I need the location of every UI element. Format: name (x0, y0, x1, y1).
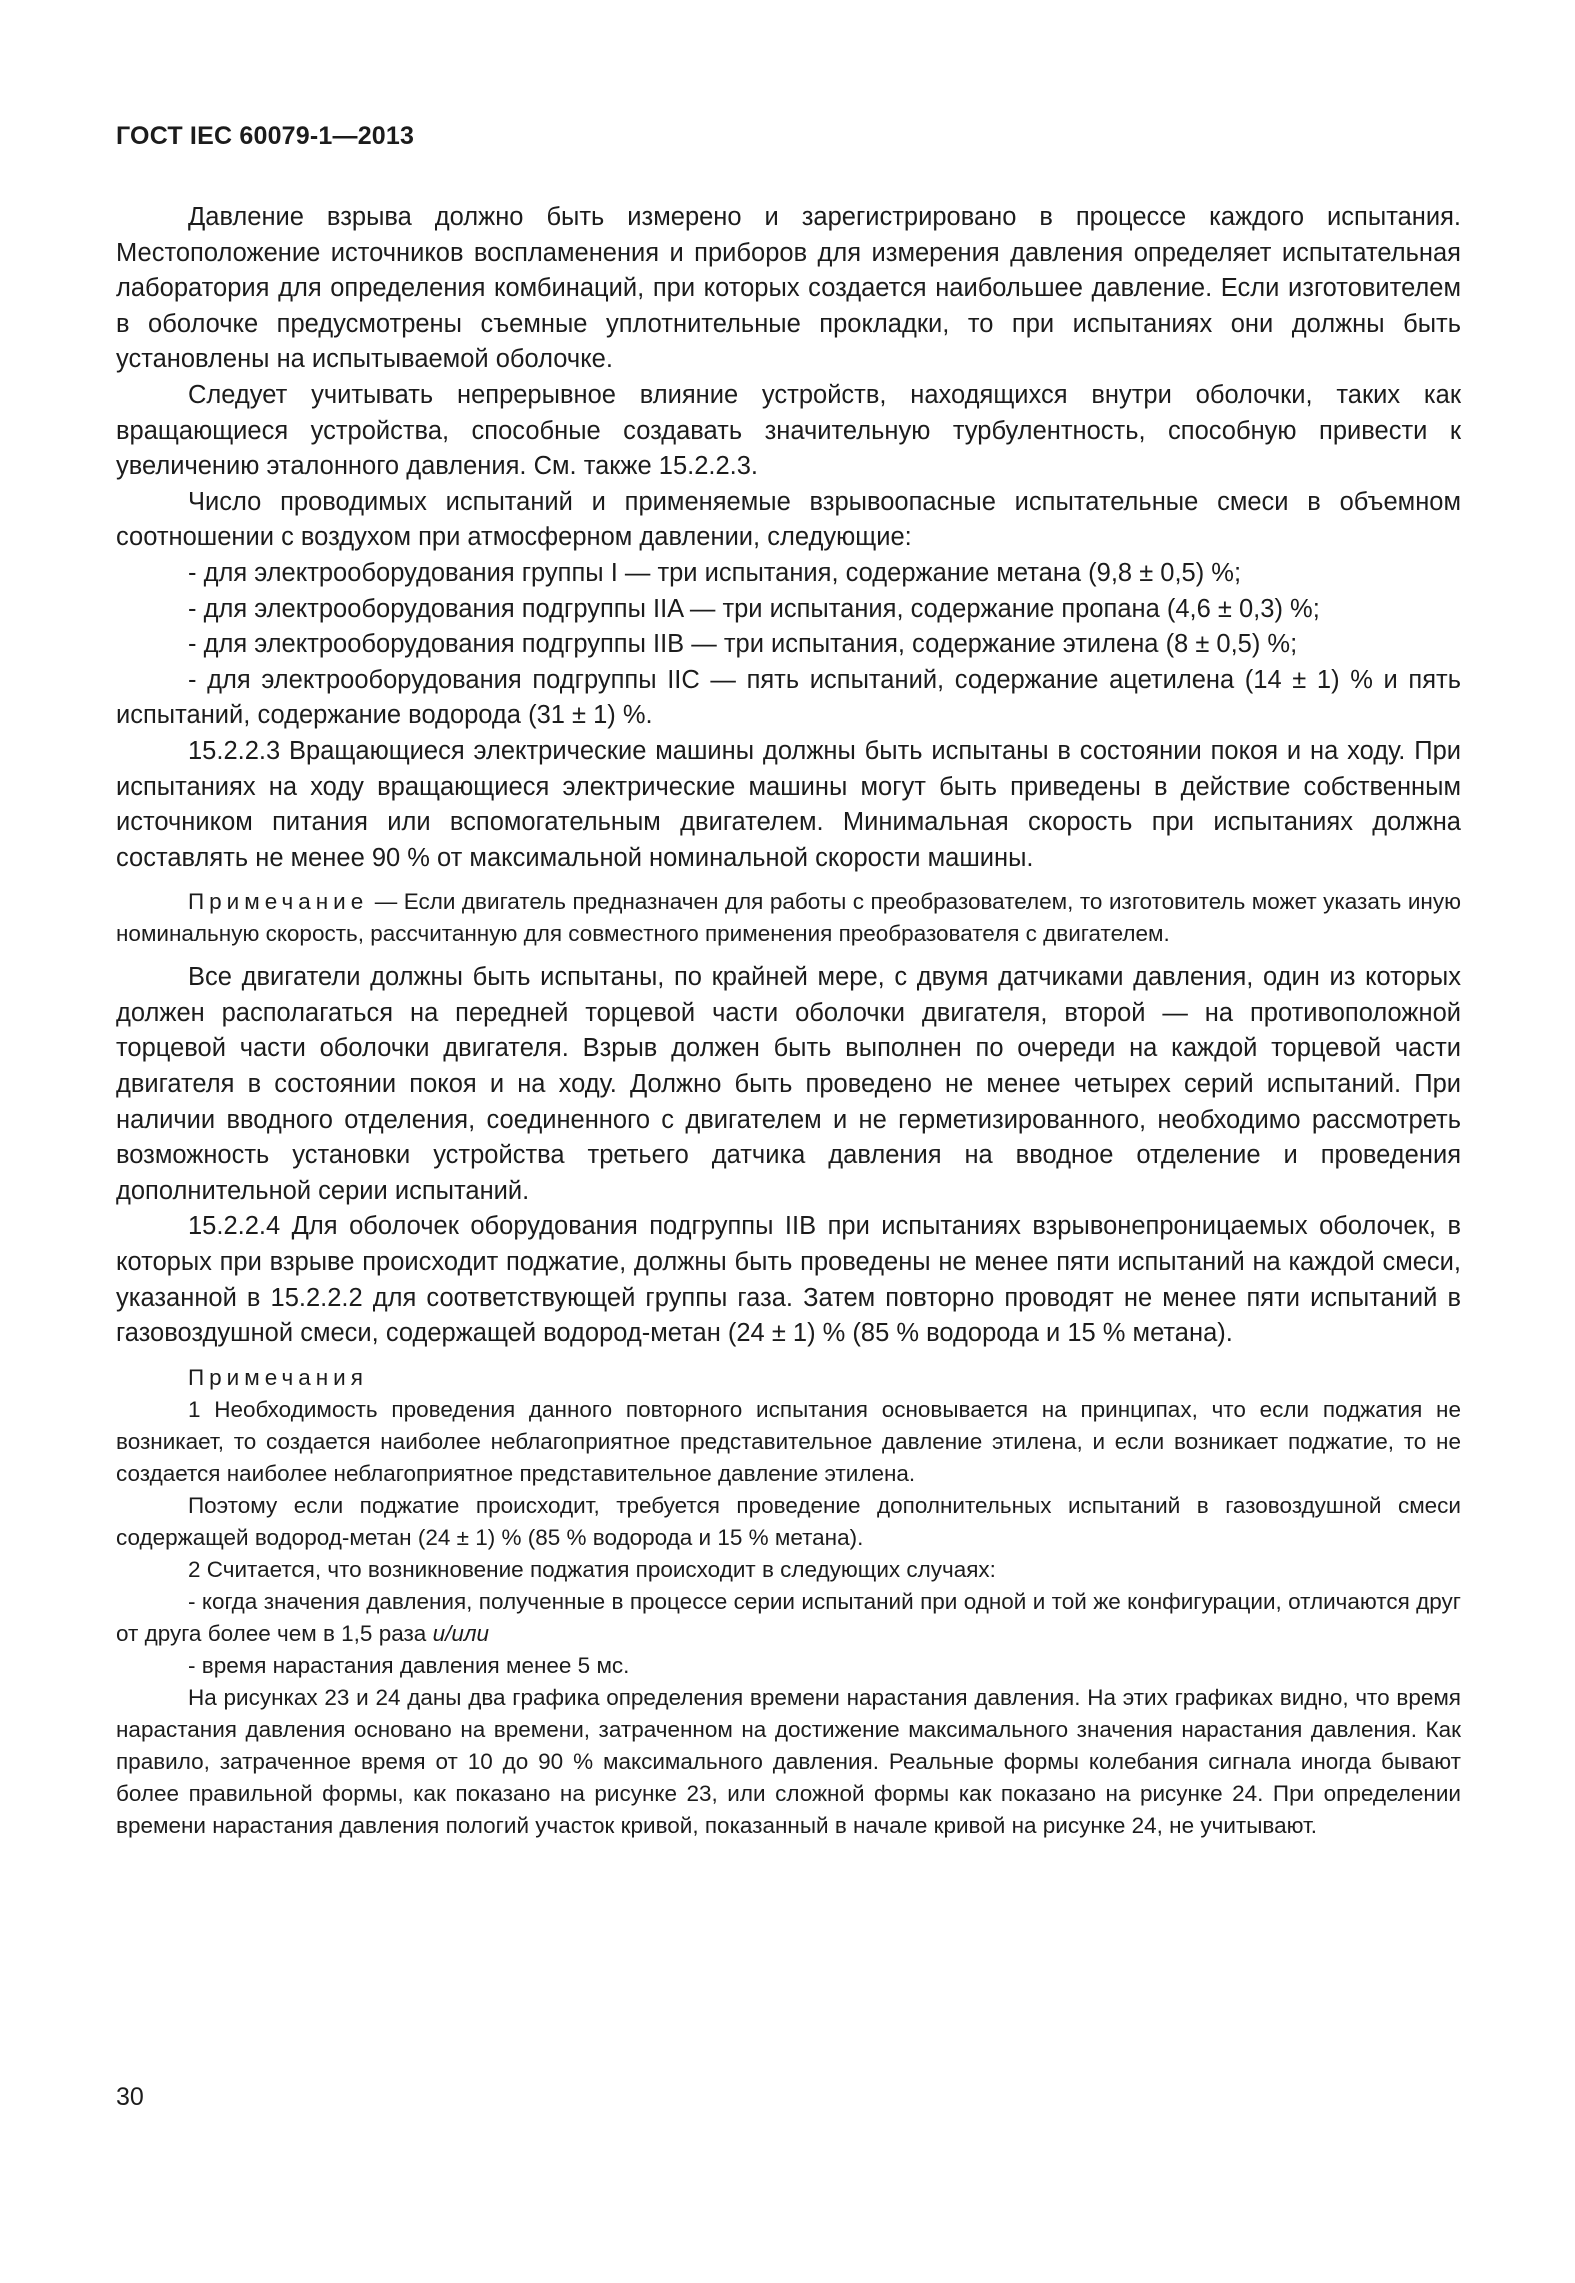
clause-15-2-2-3: 15.2.2.3 Вращающиеся электрические машины должны быть испытаны в состоянии покоя и на ходу. При испытаниях на ходу вращающиеся электрические машины могут быть приведены в действие собственным источником питания или вспомогательным двигателем. Минимальная скорость при испытаниях должна составлять не менее 90 % от максимальной номинальной скорости машины. (116, 736, 1461, 872)
notes-heading: Примечания (188, 1364, 368, 1390)
clause-15-2-2-4: 15.2.2.4 Для оболочек оборудования подгруппы IIB при испытаниях взрывонепроницаемых оболочек, в которых при взрыве происходит поджатие, должны быть проведены не менее пяти испытаний на каждой смеси, указанной в 15.2.2.2 для соответствующей группы газа. Затем повторно проводят не менее пяти испытаний в газовоздушной смеси, содержащей водород-метан (24 ± 1) % (85 % водорода и 15 % метана). (116, 1212, 1461, 1348)
page-header-standard-number: ГОСТ IEC 60079-1—2013 (116, 122, 415, 150)
body-text (116, 200, 1461, 1842)
note-text: — Если двигатель предназначен для работы с преобразователем, то изготовитель может указать иную номинальную скорость, рассчитанную для совместного применения преобразователя с двигателем. (116, 889, 1461, 947)
list-item-group-iib: - для электрооборудования подгруппы IIB — три испытания, содержание этилена (8 ± 0,5) %; (188, 630, 1298, 659)
list-item-group-iic: - для электрооборудования подгруппы IIC — пять испытаний, содержание ацетилена (14 ± 1) % и пять испытаний, содержание водорода (31 ± 1) %. (116, 665, 1461, 730)
paragraph-explosion-pressure: Давление взрыва должно быть измерено и зарегистрировано в процессе каждого испытания. Местоположение источников воспламенения и приборов для измерения давления определяет испытательная лаборатория для определения комбинаций, при которых создается наибольшее давление. Если изготовителем в оболочке предусмотрены съемные уплотнительные прокладки, то при испытаниях они должны быть установлены на испытываемой оболочке. (116, 203, 1461, 374)
paragraph-number-of-tests: Число проводимых испытаний и применяемые взрывоопасные испытательные смеси в объемном соотношении с воздухом при атмосферном давлении, следующие: (116, 487, 1461, 552)
page-number: 30 (116, 2083, 144, 2111)
note-case-2: - время нарастания давления менее 5 мс. (188, 1652, 630, 1678)
note-item-1: 1 Необходимость проведения данного повторного испытания основывается на принципах, что если поджатия не возникает, то создается наиболее неблагоприятное представительное давление этилена, и если возникает поджатие, то не создается наиболее неблагоприятное представительное давление этилена. (116, 1396, 1461, 1486)
list-item-group-i: - для электрооборудования группы I — три испытания, содержание метана (9,8 ± 0,5) %; (188, 558, 1242, 587)
note-figures-23-24: На рисунках 23 и 24 даны два графика определения времени нарастания давления. На этих графиках видно, что время нарастания давления основано на времени, затраченном на достижение максимального значения нарастания давления. Как правило, затраченное время от 10 до 90 % максимального давления. Реальные формы колебания сигнала иногда бывают более правильной формы, как показано на рисунке 23, или сложной формы как показано на рисунке 24. При определении времени нарастания давления пологий участок кривой, показанный в начале кривой на рисунке 24, не учитывают. (116, 1684, 1461, 1838)
list-item-group-iia: - для электрооборудования подгруппы IIA — три испытания, содержание пропана (4,6 ± 0,3) %; (188, 594, 1320, 623)
and-or-italic: и/или (432, 1620, 490, 1646)
note-case-1: - когда значения давления, полученные в процессе серии испытаний при одной и той же конфигурации, отличаются друг от друга более чем в 1,5 раза и/или (116, 1588, 1461, 1646)
note-label: Примечание (188, 889, 369, 915)
note-item-1-continued: Поэтому если поджатие происходит, требуется проведение дополнительных испытаний в газовоздушной смеси содержащей водород-метан (24 ± 1) % (85 % водорода и 15 % метана). (116, 1492, 1461, 1550)
paragraph-internal-devices: Следует учитывать непрерывное влияние устройств, находящихся внутри оболочки, таких как вращающиеся устройства, способные создавать значительную турбулентность, способную привести к увеличению эталонного давления. См. также 15.2.2.3. (116, 380, 1461, 481)
note-converter (116, 886, 1461, 950)
note-item-2: 2 Считается, что возникновение поджатия происходит в следующих случаях: (188, 1556, 996, 1582)
paragraph-motor-tests: Все двигатели должны быть испытаны, по крайней мере, с двумя датчиками давления, один из которых должен располагаться на передней торцевой части оболочки двигателя, второй — на противоположной торцевой части оболочки двигателя. Взрыв должен быть выполнен по очереди на каждой торцевой части двигателя в состоянии покоя и на ходу. Должно быть проведено не менее четырех серий испытаний. При наличии вводного отделения, соединенного с двигателем и не герметизированного, необходимо рассмотреть возможность установки устройства третьего датчика давления на вводное отделение и проведения дополнительной серии испытаний. (116, 963, 1461, 1205)
